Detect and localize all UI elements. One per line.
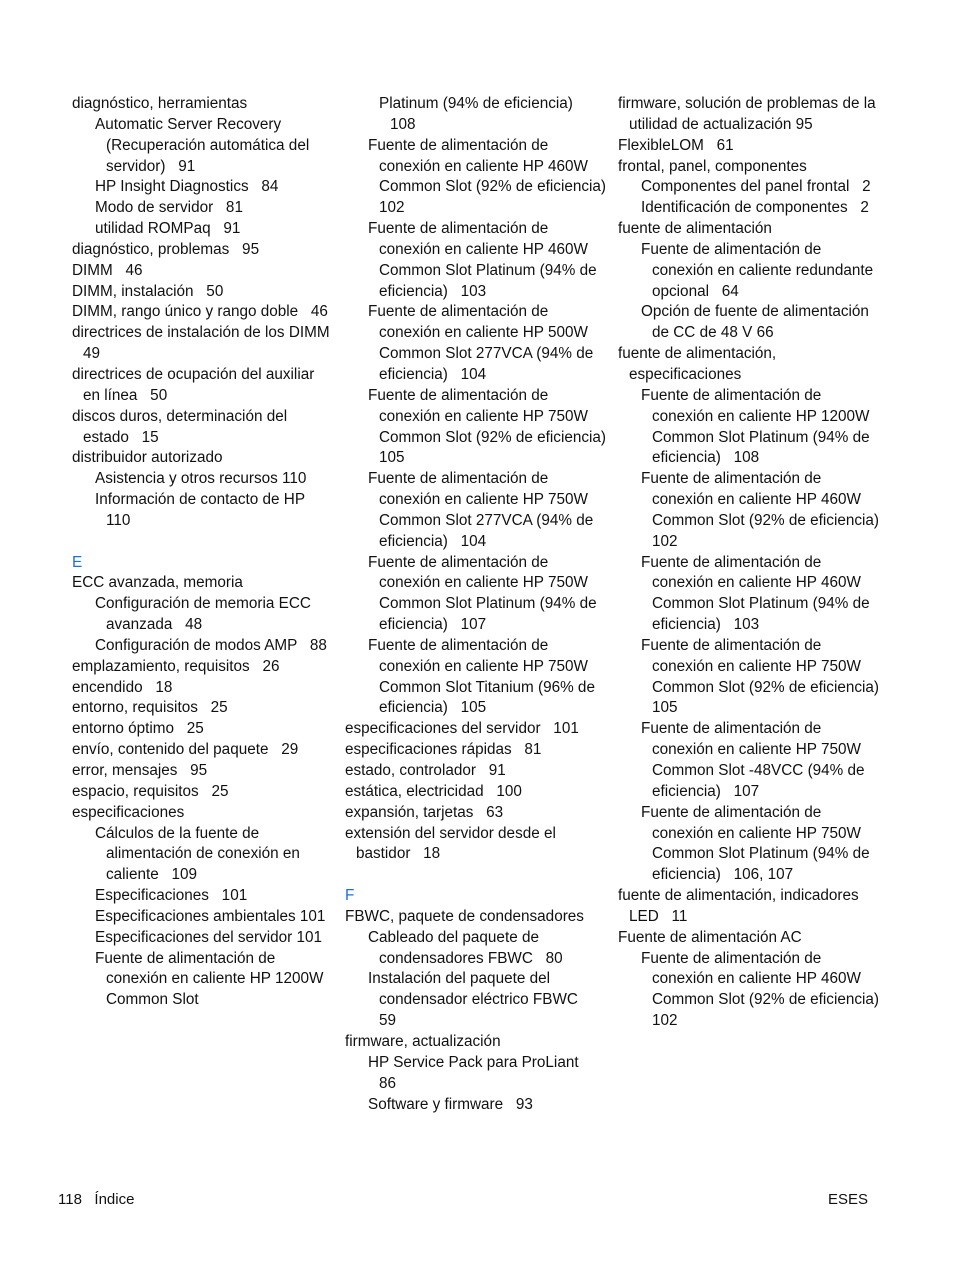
index-subentry: Componentes del panel frontal 2	[641, 178, 871, 196]
index-subentry: Especificaciones 101	[95, 887, 248, 905]
index-entry: Fuente de alimentación AC	[618, 928, 802, 946]
section-letter-e: E	[72, 553, 83, 571]
index-subentry: Platinum (94% de eficiencia) 108	[379, 95, 586, 133]
index-subentry: Fuente de alimentación de conexión en caliente HP 460W Common Slot (92% de eficiencia) 102	[368, 136, 619, 217]
index-subentry: Opción de fuente de alimentación de CC de 48 V 66	[641, 303, 874, 342]
index-entry: directrices de ocupación del auxiliar en línea 50	[72, 365, 319, 404]
index-subentry: Fuente de alimentación de conexión en caliente HP 750W Common Slot -48VCC (94% de eficiencia) 107	[641, 720, 869, 800]
index-subentry: Fuente de alimentación de conexión en caliente HP 750W Common Slot Platinum (94% de eficiencia) 107	[368, 553, 601, 634]
index-entry: especificaciones rápidas 81	[345, 741, 542, 759]
index-subentry: Especificaciones del servidor 101	[95, 928, 323, 946]
index-subentry: Fuente de alimentación de conexión en caliente HP 500W Common Slot 277VCA (94% de eficiencia) 104	[368, 303, 598, 383]
index-subentry: Asistencia y otros recursos 110	[95, 470, 307, 488]
index-subentry: Software y firmware 93	[368, 1095, 533, 1113]
section-gap	[72, 532, 334, 553]
index-subentry: Fuente de alimentación de conexión en caliente HP 1200W Common Slot	[95, 949, 328, 1009]
index-subentry: Cálculos de la fuente de alimentación de conexión en caliente 109	[95, 824, 305, 884]
index-entry: fuente de alimentación, indicadores LED 11	[618, 887, 863, 925]
index-subentry: Instalación del paquete del condensador eléctrico FBWC 59	[368, 970, 591, 1030]
index-entry: estado, controlador 91	[345, 762, 506, 779]
index-subentry: Automatic Server Recovery (Recuperación automática del servidor) 91	[95, 115, 314, 175]
index-entry: discos duros, determinación del estado 15	[72, 407, 292, 446]
index-subentry: Fuente de alimentación de conexión en caliente HP 460W Common Slot Platinum (94% de eficiencia) 103	[368, 220, 601, 300]
index-subentry: Fuente de alimentación de conexión en caliente HP 750W Common Slot Platinum (94% de eficiencia) 106, 107	[641, 803, 874, 884]
index-subentry: Información de contacto de HP 110	[95, 491, 318, 529]
index-subentry: Configuración de memoria ECC avanzada 48	[95, 595, 316, 634]
index-entry: firmware, actualización	[345, 1032, 501, 1050]
index-subentry: Fuente de alimentación de conexión en caliente HP 750W Common Slot (92% de eficiencia) 105	[641, 636, 892, 717]
index-entry: DIMM, instalación 50	[72, 282, 224, 300]
index-subentry: Fuente de alimentación de conexión en caliente HP 460W Common Slot Platinum (94% de eficiencia) 103	[641, 553, 874, 634]
index-entry: FlexibleLOM 61	[618, 136, 734, 154]
page-footer-left: 118 Índice	[58, 1191, 135, 1208]
index-entry: extensión del servidor desde el bastidor 18	[345, 824, 561, 863]
index-entry: ECC avanzada, memoria	[72, 574, 243, 592]
index-subentry: utilidad ROMPaq 91	[95, 220, 241, 238]
index-entry: diagnóstico, herramientas	[72, 95, 248, 112]
index-entry: diagnóstico, problemas 95	[72, 240, 260, 258]
index-entry: DIMM 46	[72, 261, 143, 279]
index-entry: distribuidor autorizado	[72, 449, 223, 467]
index-entry: fuente de alimentación, especificaciones	[618, 345, 781, 383]
index-subentry: Configuración de modos AMP 88	[95, 636, 327, 654]
index-column-1	[72, 94, 343, 1011]
index-entry: fuente de alimentación	[618, 220, 772, 238]
page-footer-right: ESES	[827, 1191, 868, 1208]
index-subentry: Fuente de alimentación de conexión en caliente HP 460W Common Slot (92% de eficiencia) 102	[641, 949, 892, 1030]
index-subentry: Fuente de alimentación de conexión en caliente redundante opcional 64	[641, 240, 878, 300]
index-entry: firmware, solución de problemas de la utilidad de actualización 95	[618, 95, 880, 133]
index-entry: especificaciones del servidor 101	[345, 720, 579, 738]
index-entry: FBWC, paquete de condensadores	[345, 907, 584, 925]
index-entry: entorno, requisitos 25	[72, 699, 228, 717]
section-gap	[345, 865, 607, 886]
index-entry: entorno óptimo 25	[72, 720, 204, 738]
index-subentry: Fuente de alimentación de conexión en caliente HP 750W Common Slot Titanium (96% de eficiencia) 105	[368, 636, 600, 717]
index-column-3	[618, 94, 892, 1032]
index-entry: especificaciones	[72, 803, 185, 821]
index-entry: estática, electricidad 100	[345, 782, 522, 800]
index-subentry: Fuente de alimentación de conexión en caliente HP 750W Common Slot 277VCA (94% de eficiencia) 104	[368, 470, 598, 550]
index-subentry: Modo de servidor 81	[95, 199, 243, 217]
index-entry: error, mensajes 95	[72, 762, 208, 779]
index-subentry: Especificaciones ambientales 101	[95, 907, 326, 925]
index-entry: frontal, panel, componentes	[618, 157, 807, 175]
index-entry: espacio, requisitos 25	[72, 782, 229, 800]
index-subentry: Fuente de alimentación de conexión en caliente HP 1200W Common Slot Platinum (94% de eficiencia) 108	[641, 386, 874, 467]
index-subentry: Identificación de componentes 2	[641, 199, 869, 217]
index-subentry: Fuente de alimentación de conexión en caliente HP 460W Common Slot (92% de eficiencia) 102	[641, 470, 892, 550]
index-subentry: HP Service Pack para ProLiant 86	[368, 1053, 592, 1092]
section-letter-f: F	[345, 887, 355, 905]
index-entry: expansión, tarjetas 63	[345, 803, 504, 821]
index-column-2	[345, 94, 619, 1115]
index-subentry: HP Insight Diagnostics 84	[95, 178, 279, 196]
index-entry: DIMM, rango único y rango doble 46	[72, 303, 328, 321]
index-entry: directrices de instalación de los DIMM 49	[72, 324, 343, 363]
index-entry: encendido 18	[72, 678, 173, 696]
index-entry: envío, contenido del paquete 29	[72, 741, 299, 759]
index-subentry: Cableado del paquete de condensadores FBWC 80	[368, 928, 563, 967]
index-entry: emplazamiento, requisitos 26	[72, 657, 280, 675]
index-subentry: Fuente de alimentación de conexión en caliente HP 750W Common Slot (92% de eficiencia) 105	[368, 386, 619, 467]
